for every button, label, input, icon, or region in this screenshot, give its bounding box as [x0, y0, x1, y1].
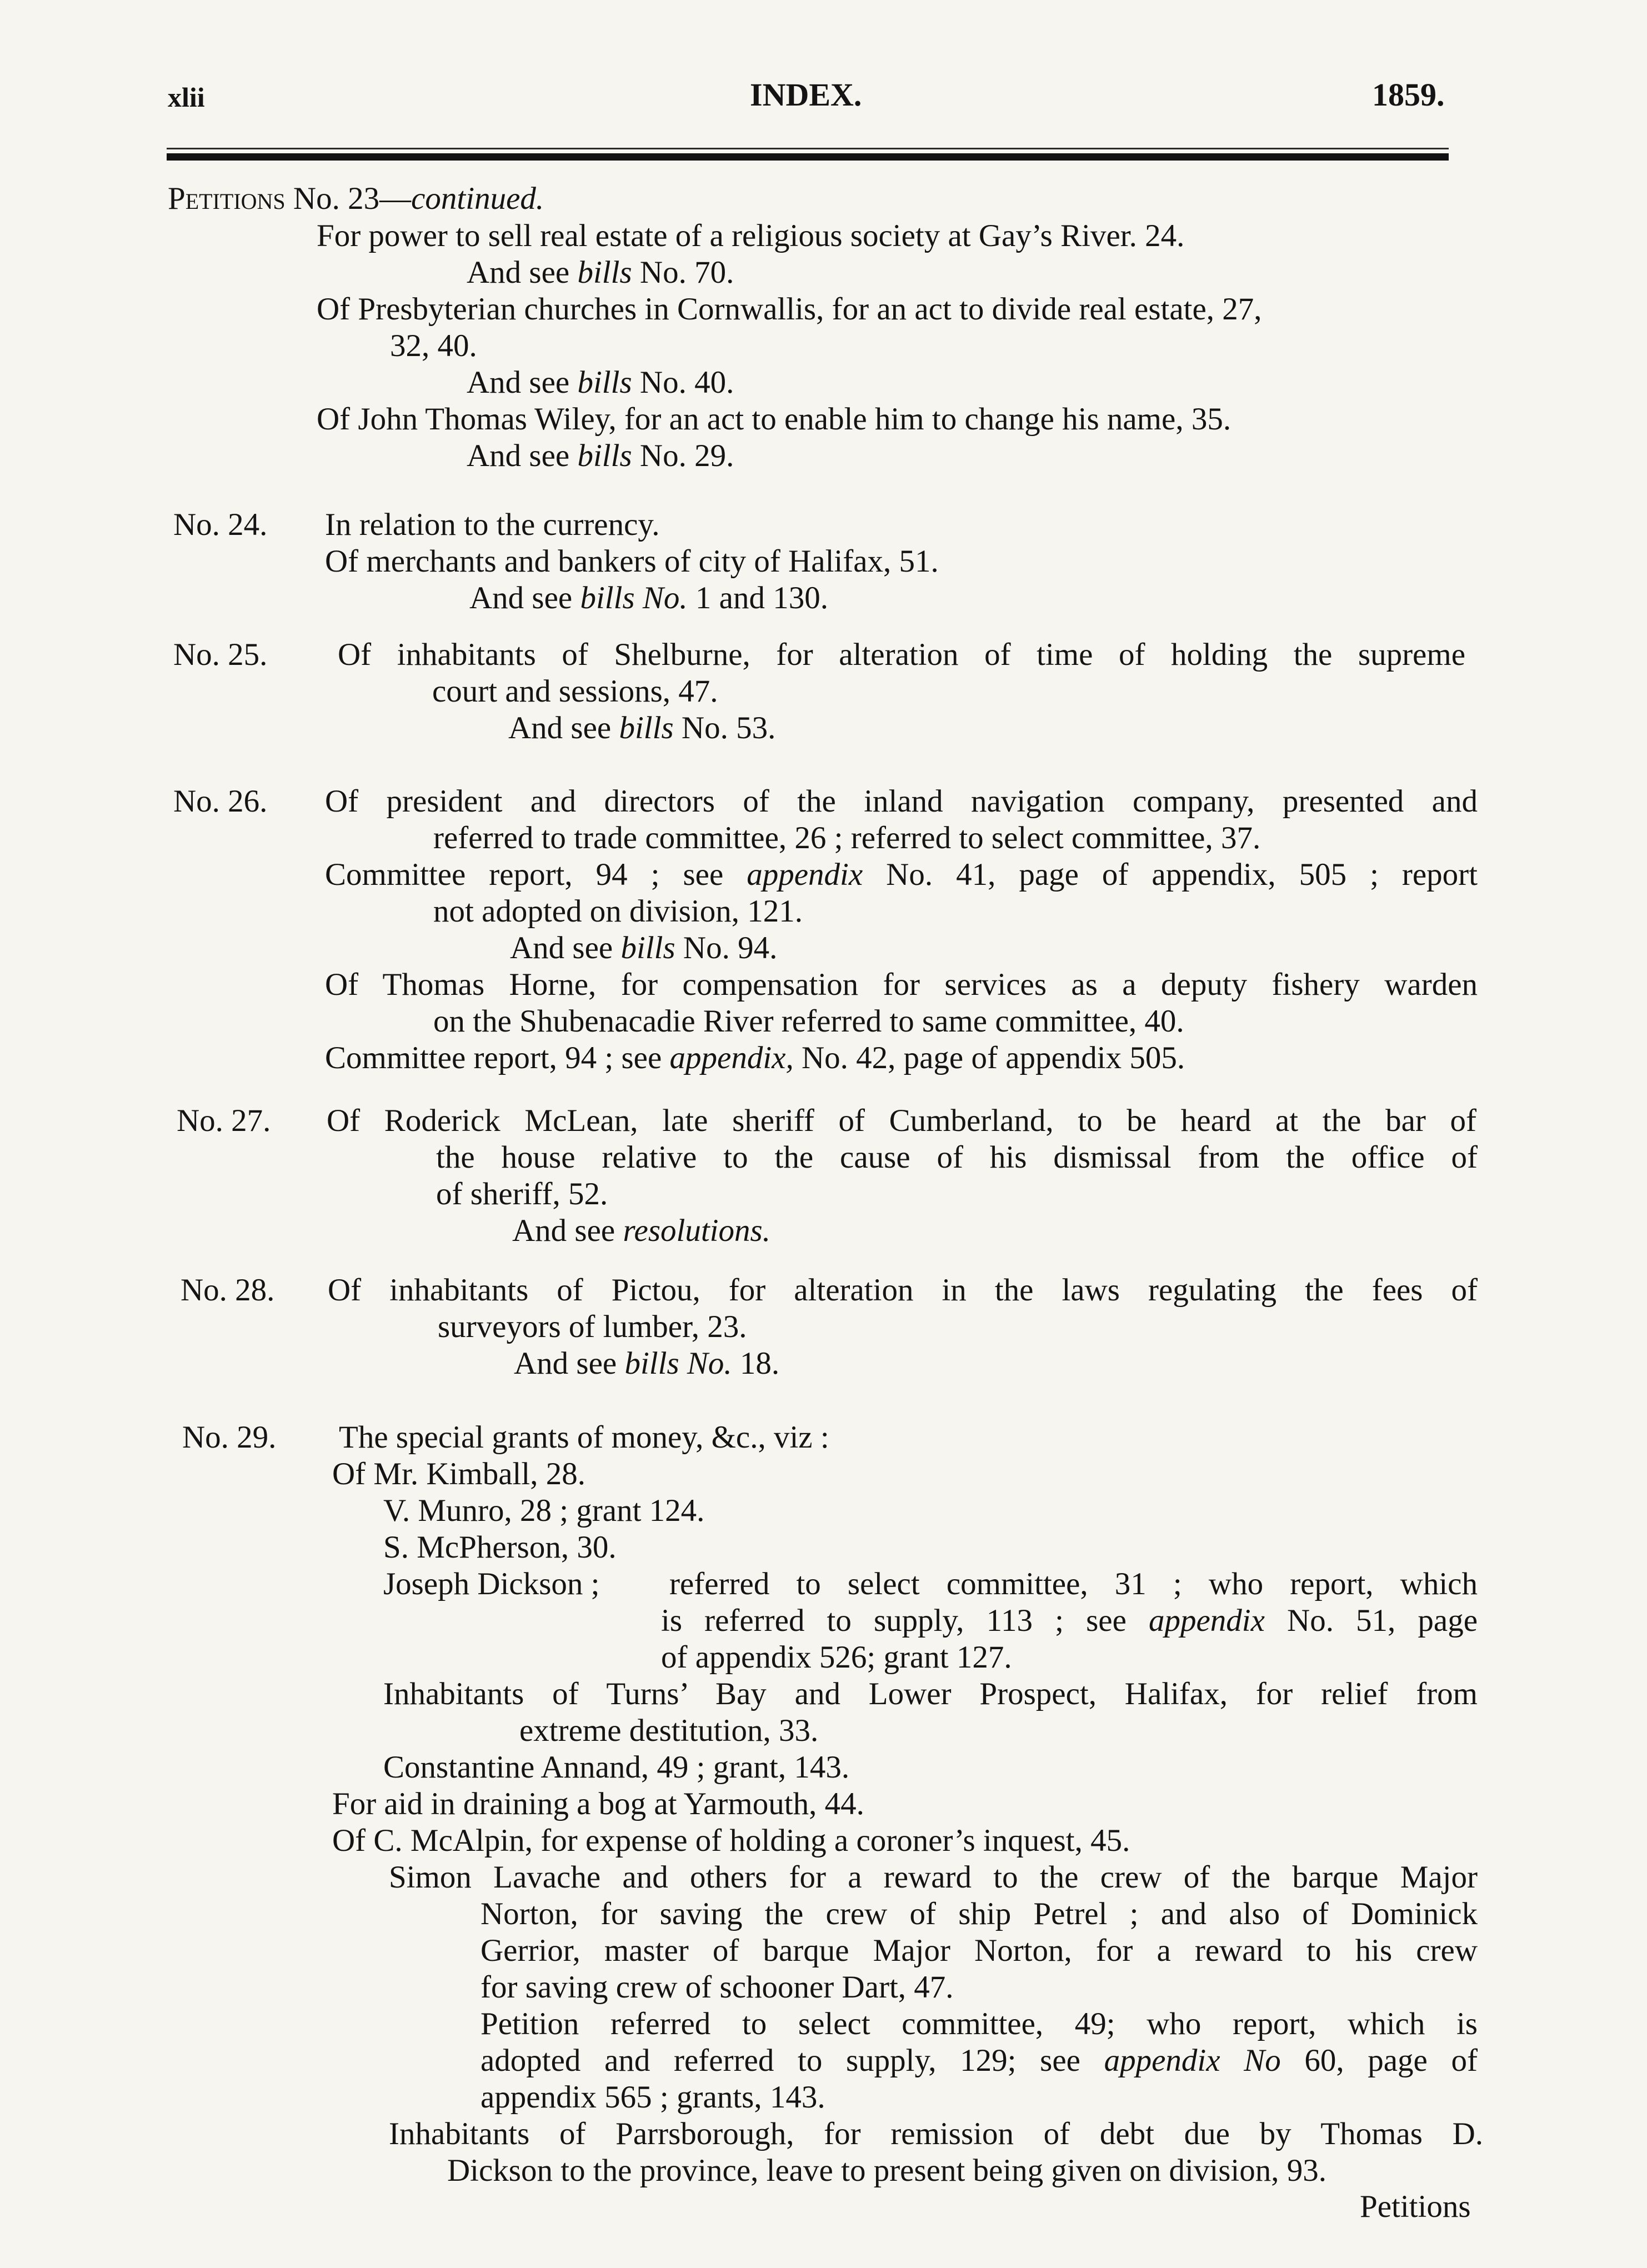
entry-29-label: No. 29. — [182, 1420, 277, 1455]
entry-29-line-6: is referred to supply, 113 ; see appendix No. 51, page — [661, 1603, 1478, 1638]
entry-29-line-7: of appendix 526; grant 127. — [661, 1640, 1012, 1675]
catchword: Petitions — [1360, 2189, 1471, 2224]
entry-25-line-1: Of inhabitants of Shelburne, for alteration of time of holding the supreme — [338, 637, 1465, 672]
entry-27-line-1: Of Roderick McLean, late sheriff of Cumberland, to be heard at the bar of — [327, 1103, 1476, 1138]
entry-24-line-1: In relation to the currency. — [325, 507, 660, 542]
entry-27-line-2: the house relative to the cause of his dismissal from the office of — [436, 1140, 1478, 1175]
entry-26-line-4: not adopted on division, 121. — [433, 894, 803, 929]
section-lead: Petitions — [168, 181, 286, 216]
entry-29-line-11: For aid in draining a bog at Yarmouth, 44. — [332, 1786, 864, 1821]
page-title: INDEX. — [750, 77, 862, 113]
entry-26-line-7: Committee report, 94 ; see appendix, No. 42, page of appendix 505. — [325, 1040, 1185, 1075]
entry-23-line-4: Of John Thomas Wiley, for an act to enable him to change his name, 35. — [317, 402, 1232, 437]
entry-29-line-10: Constantine Annand, 49 ; grant, 143. — [383, 1750, 850, 1785]
entry-29-line-9: extreme destitution, 33. — [519, 1713, 819, 1748]
entry-25-line-2: court and sessions, 47. — [432, 674, 718, 709]
entry-24-see-1: And see bills No. 1 and 130. — [469, 580, 828, 615]
entry-24-label: No. 24. — [173, 507, 268, 542]
entry-26-see-1: And see bills No. 94. — [510, 930, 778, 965]
entry-29-line-5a: Joseph Dickson ; — [383, 1566, 600, 1601]
entry-29-line-12: Of C. McAlpin, for expense of holding a coroner’s inquest, 45. — [332, 1823, 1130, 1858]
entry-25-label: No. 25. — [173, 637, 268, 672]
entry-23-see-1: And see bills No. 70. — [467, 255, 734, 290]
entry-23-number: No. 23— — [293, 181, 412, 216]
entry-26-line-2: referred to trade committee, 26 ; referred to select committee, 37. — [433, 820, 1261, 855]
entry-23-see-2: And see bills No. 40. — [467, 365, 734, 400]
entry-28-line-1: Of inhabitants of Pictou, for alteration in the laws regulating the fees of — [328, 1273, 1478, 1308]
entry-27-see-1: And see resolutions. — [512, 1213, 770, 1248]
entry-29-line-14: Norton, for saving the crew of ship Petrel ; and also of Dominick — [480, 1896, 1478, 1931]
entry-28-see-1: And see bills No. 18. — [514, 1346, 780, 1381]
header-rule-thick — [167, 153, 1449, 161]
entry-29-line-18: adopted and referred to supply, 129; see appendix No 60, page of — [480, 2043, 1478, 2078]
entry-29-line-21: Dickson to the province, leave to present being given on division, 93. — [447, 2153, 1327, 2188]
entry-26-line-1: Of president and directors of the inland navigation company, presented and — [325, 784, 1478, 819]
entry-29-line-19: appendix 565 ; grants, 143. — [480, 2080, 825, 2115]
entry-29-line-8: Inhabitants of Turns’ Bay and Lower Prospect, Halifax, for relief from — [383, 1676, 1478, 1711]
entry-23-line-1: For power to sell real estate of a religious society at Gay’s River. 24. — [317, 218, 1185, 253]
page-year: 1859. — [1372, 77, 1445, 113]
entry-26-line-6: on the Shubenacadie River referred to same committee, 40. — [433, 1004, 1184, 1039]
page-number: xlii — [168, 82, 205, 113]
entry-29-line-15: Gerrior, master of barque Major Norton, for a reward to his crew — [480, 1933, 1478, 1968]
entry-23-line-2: Of Presbyterian churches in Cornwallis, for an act to divide real estate, 27, — [317, 292, 1262, 327]
entry-29-line-17: Petition referred to select committee, 49; who report, which is — [480, 2006, 1478, 2041]
entry-23-line-3: 32, 40. — [390, 328, 477, 363]
entry-23-see-3: And see bills No. 29. — [467, 438, 734, 473]
entry-29-line-2: Of Mr. Kimball, 28. — [332, 1456, 585, 1491]
entry-29-line-16: for saving crew of schooner Dart, 47. — [480, 1970, 954, 2005]
entry-29-line-5b: referred to select committee, 31 ; who report, which — [669, 1566, 1478, 1601]
entry-27-line-3: of sheriff, 52. — [436, 1176, 608, 1211]
continued-label: continued. — [411, 181, 544, 216]
entry-28-line-2: surveyors of lumber, 23. — [438, 1309, 747, 1344]
entry-28-label: No. 28. — [181, 1273, 275, 1308]
entry-29-line-3: V. Munro, 28 ; grant 124. — [383, 1493, 705, 1528]
entry-26-label: No. 26. — [173, 784, 268, 819]
entry-24-line-2: Of merchants and bankers of city of Halifax, 51. — [325, 544, 939, 579]
entry-26-line-5: Of Thomas Horne, for compensation for services as a deputy fishery warden — [325, 967, 1478, 1002]
header-rule-thin — [167, 148, 1449, 149]
entry-29-line-1: The special grants of money, &c., viz : — [339, 1420, 829, 1455]
entry-25-see-1: And see bills No. 53. — [508, 710, 776, 745]
entry-27-label: No. 27. — [177, 1103, 271, 1138]
entry-29-line-13: Simon Lavache and others for a reward to the crew of the barque Major — [389, 1860, 1478, 1895]
entry-23-heading — [168, 181, 544, 217]
entry-26-line-3: Committee report, 94 ; see appendix No. 41, page of appendix, 505 ; report — [325, 857, 1478, 892]
entry-29-line-4: S. McPherson, 30. — [383, 1530, 617, 1565]
entry-29-line-20: Inhabitants of Parrsborough, for remission of debt due by Thomas D. — [389, 2116, 1483, 2151]
